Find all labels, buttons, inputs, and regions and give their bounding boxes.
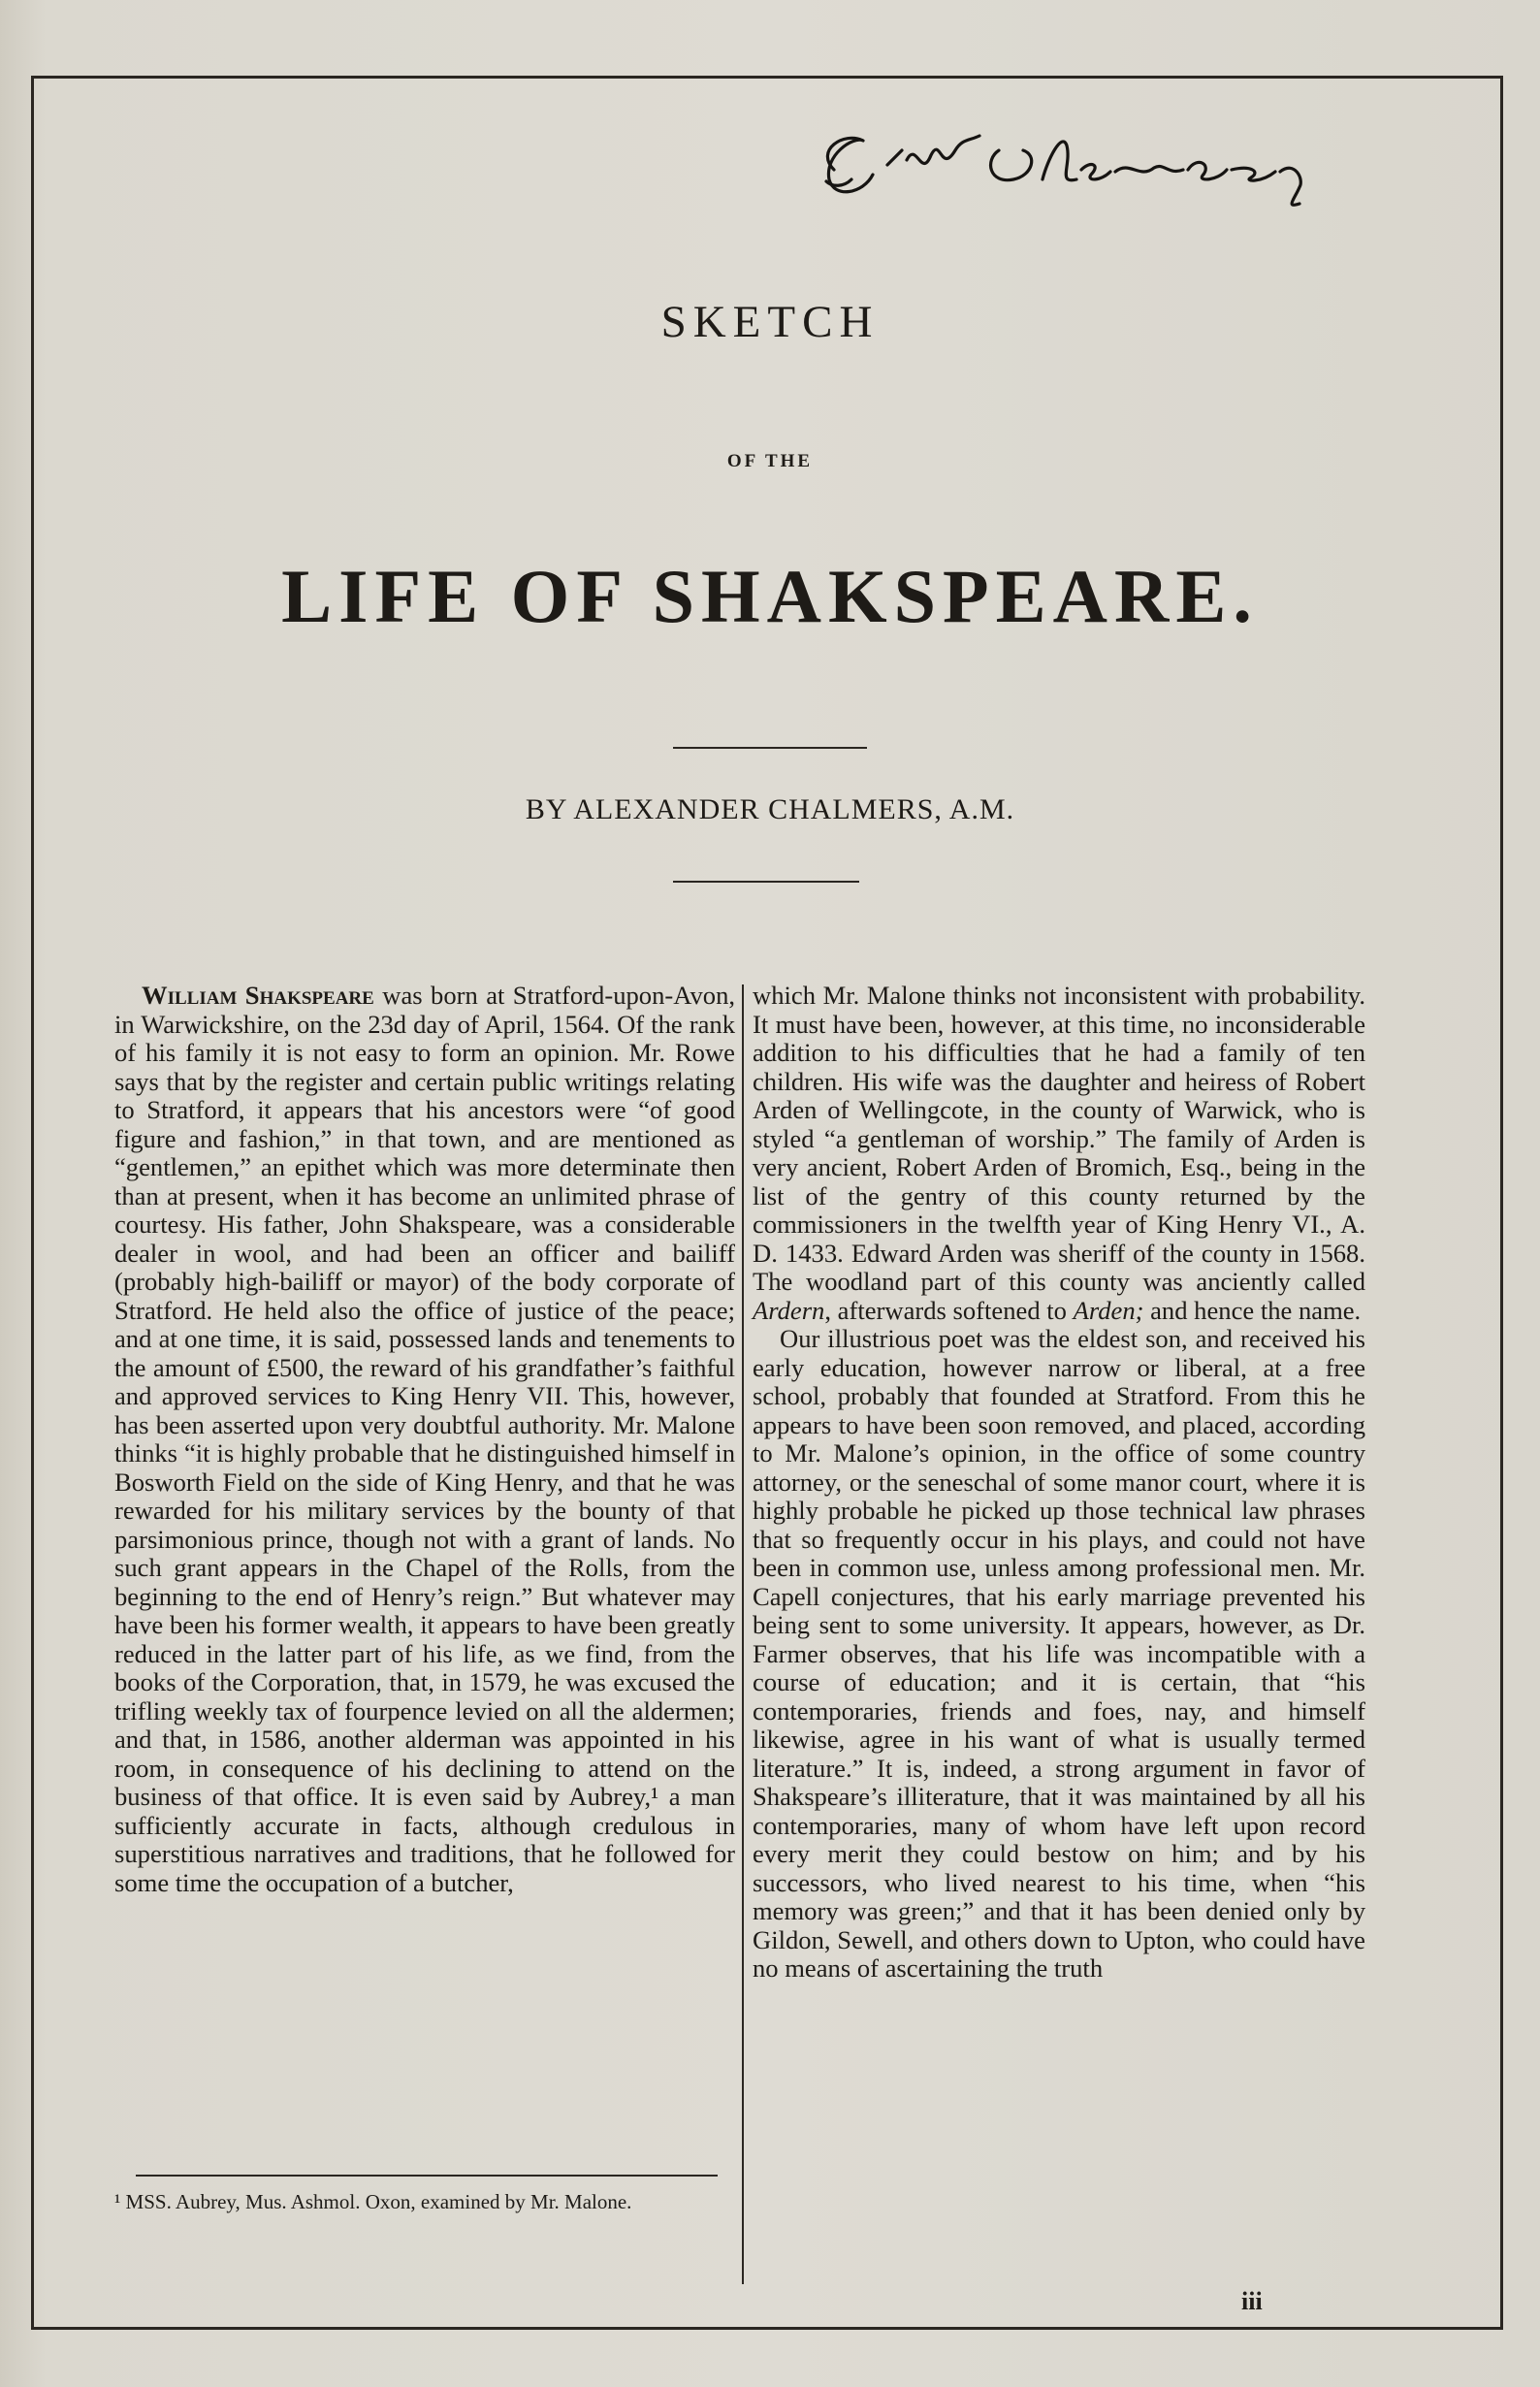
paragraph-text: was born at Stratford-upon-Avon, in Warwickshire, on the 23d day of April, 1564. Of the rank of his family it is not easy to form an opinion. Mr. Rowe says that by the register and certain public writings relating to Stratford, it appears that his ancestors were “of good figure and fashion,” in that town, and are mentioned as “gentlemen,” an epithet which was more determinate then than at present, when it has become an unlimited phrase of courtesy. His father, John Shakspeare, was a considerable dealer in wool, and had been an officer and bailiff (probably high-bailiff or mayor) of the body corporate of Stratford. He held also the office of justice of the peace; and at one time, it is said, possessed lands and tenements to the amount of £500, the reward of his grandfather’s faithful and approved services to King Henry VII. This, however, has been asserted upon very doubtful authority. Mr. Malone thinks “it is highly probable that he distinguished himself in Bosworth Field on the side of King Henry, and that he was rewarded for his military services by the bounty of that parsimonious prince, though not with a grant of lands. No such grant appears in the Chapel of the Rolls, from the beginning to the end of Henry’s reign.” But whatever may have been his former wealth, it appears to have been greatly reduced in the latter part of his life, as we find, from the books of the Corporation, that, in 1579, he was excused the trifling weekly tax of fourpence levied on all the aldermen; and that, in 1586, another alderman was appointed in his room, in consequence of his declining to attend on the business of that office. It is even said by Aubrey,¹ a man sufficiently accurate in facts, although credulous in superstitious narratives and traditions, that he followed for some time the occupation of a butcher, [114,981,736,1897]
title-rule-lower [673,881,859,883]
paragraph-text: and hence the name. [1143,1295,1362,1325]
body-column-left [114,982,735,1897]
lead-name: William Shakspeare [142,981,374,1010]
italic-word-ardern: Ardern [753,1295,825,1325]
title-sketch: SKETCH [660,297,880,347]
paragraph-continued [753,982,1365,1325]
paragraph-second: Our illustrious poet was the eldest son, and received his early education, however narrow or liberal, at a free school, probably that founded at Stratford. From this he appears to have been soon removed, and placed, according to Mr. Malone’s opinion, in the office of some country attorney, or the seneschal of some manor court, where it is highly probable he picked up those technical law phrases that so frequently occur in his plays, and could not have been in common use, unless among professional men. Mr. Capell conjectures, that his early marriage prevented his being sent to some university. It appears, however, as Dr. Farmer observes, that his life was incompatible with a course of education; and it is certain, that “his contemporaries, friends and foes, nay, and himself likewise, agree in his want of what is usually termed literature.” It is, indeed, a strong argument in favor of Shakspeare’s illiterature, that it was maintained by all his contemporaries, many of whom have left upon record every merit they could bestow on him; and by his successors, who lived nearest to his time, when “his memory was green;” and that it has been denied only by Gildon, Sewell, and others down to Upton, who could have no means of ascertaining the truth [753,1324,1365,1983]
footnote-rule [136,2175,718,2177]
author-byline: BY ALEXANDER CHALMERS, A.M. [525,793,1015,825]
title-of-the: OF THE [726,451,814,471]
paragraph-text: which Mr. Malone thinks not inconsistent with probability. It must have been, however, at this time, no inconsiderable addition to his difficulties that he had a family of ten children. His wife was the daughter and heiress of Robert Arden of Wellingcote, in the county of Warwick, who is styled “a gentleman of worship.” The family of Arden is very ancient, Robert Arden of Bromich, Esq., being in the list of the gentry of this county returned by the commissioners in the twelfth year of King Henry VI., A. D. 1433. Edward Arden was sheriff of the county in 1568. The woodland part of this county was anciently called [753,981,1365,1296]
footnote: ¹ MSS. Aubrey, Mus. Ashmol. Oxon, examined by Mr. Malone. [114,2190,632,2213]
title-life-of-shakspeare: LIFE OF SHAKSPEARE. [281,554,1259,638]
column-divider [742,984,744,2284]
body-column-right [753,982,1365,1984]
paragraph-text: , afterwards softened to [824,1295,1074,1325]
signature-ink [795,112,1455,218]
handwritten-signature [795,112,1455,218]
paragraph-opening [114,982,735,1897]
title-rule-upper [673,747,867,749]
italic-word-arden: Arden; [1073,1295,1144,1325]
page-number: iii [1241,2287,1263,2315]
